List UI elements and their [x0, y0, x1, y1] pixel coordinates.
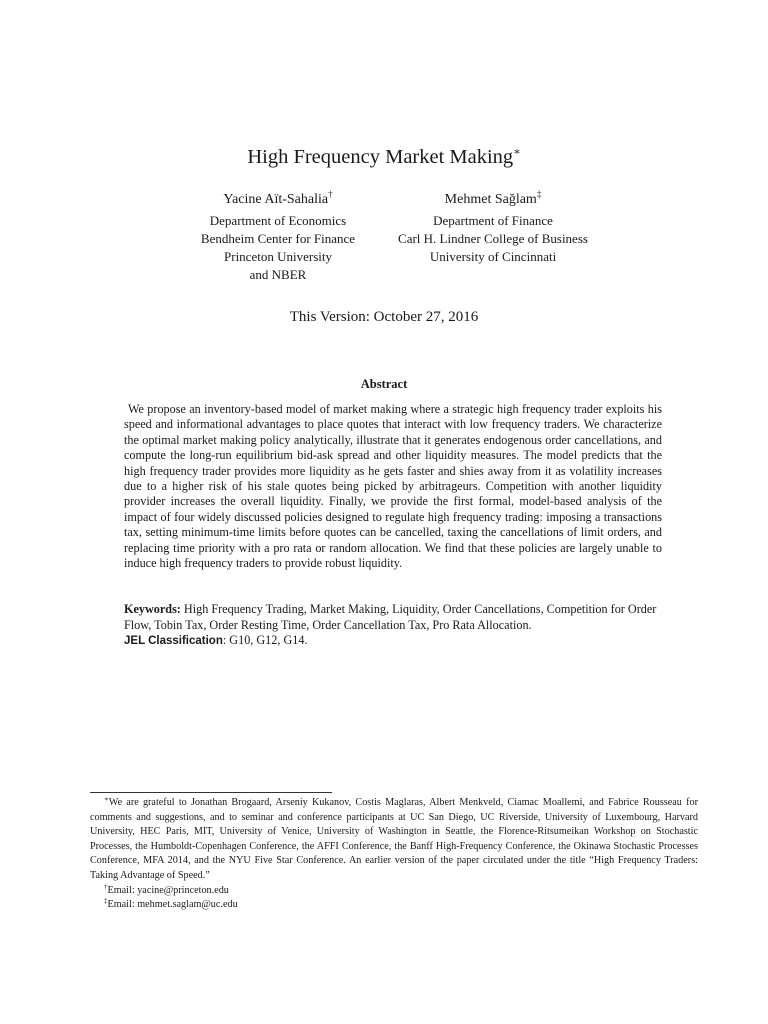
author-name: [178, 190, 378, 210]
author-name-text: Yacine Aït-Sahalia: [223, 192, 329, 207]
author-block-1: [178, 190, 378, 284]
abstract-heading: Abstract: [360, 377, 408, 391]
affiliation-line: Department of Economics: [209, 213, 347, 228]
affiliation-line: and NBER: [249, 267, 307, 282]
version-date: This Version: October 27, 2016: [289, 309, 479, 325]
paper-title-text: High Frequency Market Making: [247, 146, 514, 168]
author-name-text: Mehmet Sağlam: [444, 192, 537, 207]
footnote-rule: [90, 792, 332, 793]
footnote-text: Email: mehmet.saglam@uc.edu: [107, 899, 238, 911]
footnote-email-1: [90, 884, 698, 899]
footnote-mark: ‡: [104, 897, 108, 906]
footnote-email-2: [90, 898, 698, 913]
keywords-label: Keywords:: [124, 602, 181, 616]
footnote-text: We are grateful to Jonathan Brogaard, Arseniy Kukanov, Costis Maglaras, Albert Menkveld, Ciamac Moallemi, and Fabrice Rousseau for comments and suggestions, and to seminar and conference participants at UC San Diego, UC Riverside, University of Luxembourg, Harvard University, HEC Paris, MIT, University of Venice, University of Washington in Seattle, the Florence-Ritsumeikan Workshop on Stochastic Processes, the Humboldt-Copenhagen Conference, the AFFI Conference, the Banff High-Frequency Conference, the Okinawa Stochastic Processes Conference, MFA 2014, and the NYU Five Star Conference. An earlier version of the paper circulated under the title “High Frequency Traders: Taking Advantage of Speed.”: [90, 797, 698, 881]
footnote-text: Email: yacine@princeton.edu: [107, 884, 229, 896]
author-footnote-mark: ‡: [536, 189, 542, 199]
footnote-mark: ∗: [104, 795, 109, 803]
author-name: [380, 190, 606, 210]
title-footnote-mark: ∗: [513, 146, 521, 158]
footnotes: [90, 796, 698, 913]
abstract-text: We propose an inventory-based model of market making where a strategic high frequency trader exploits his speed and informational advantages to place quotes that interact with low frequency traders. We characterize the optimal market making policy analytically, illustrate that it generates endogenous order cancellations, and compute the long-run equilibrium bid-ask spread and other liquidity measures. The model predicts that the high frequency trader provides more liquidity as he gets faster and shies away from it as volatility increases due to a higher risk of his stale quotes being picked by arbitrageurs. Competition with another liquidity provider increases the overall liquidity. Finally, we provide the first formal, model-based analysis of the impact of four widely discussed policies designed to regulate high frequency trading: imposing a transactions tax, setting minimum-time limits before quotes can be cancelled, taxing the cancellations of limit orders, and replacing time priority with a pro rata or random allocation. We find that these policies are largely unable to induce high frequency traders to provide robust liquidity.: [124, 402, 662, 571]
affiliation-line: Princeton University: [224, 249, 332, 264]
paper-title: [0, 144, 768, 170]
author-block-2: [380, 190, 606, 266]
footnote-mark: †: [104, 882, 108, 891]
affiliation-line: Carl H. Lindner College of Business: [398, 231, 588, 246]
footnote-acknowledgements: [90, 796, 698, 884]
affiliation-line: Department of Finance: [433, 213, 553, 228]
keywords-section: [124, 602, 662, 650]
jel-label: JEL Classification: [124, 635, 223, 648]
affiliation-line: Bendheim Center for Finance: [200, 231, 356, 246]
affiliation-line: University of Cincinnati: [429, 249, 557, 264]
author-footnote-mark: †: [328, 189, 333, 199]
jel-codes: : G10, G12, G14.: [222, 633, 308, 648]
keywords-text: High Frequency Trading, Market Making, Liquidity, Order Cancellations, Competition for Order Flow, Tobin Tax, Order Resting Time, Order Cancellation Tax, Pro Rata Allocation.: [124, 602, 657, 632]
